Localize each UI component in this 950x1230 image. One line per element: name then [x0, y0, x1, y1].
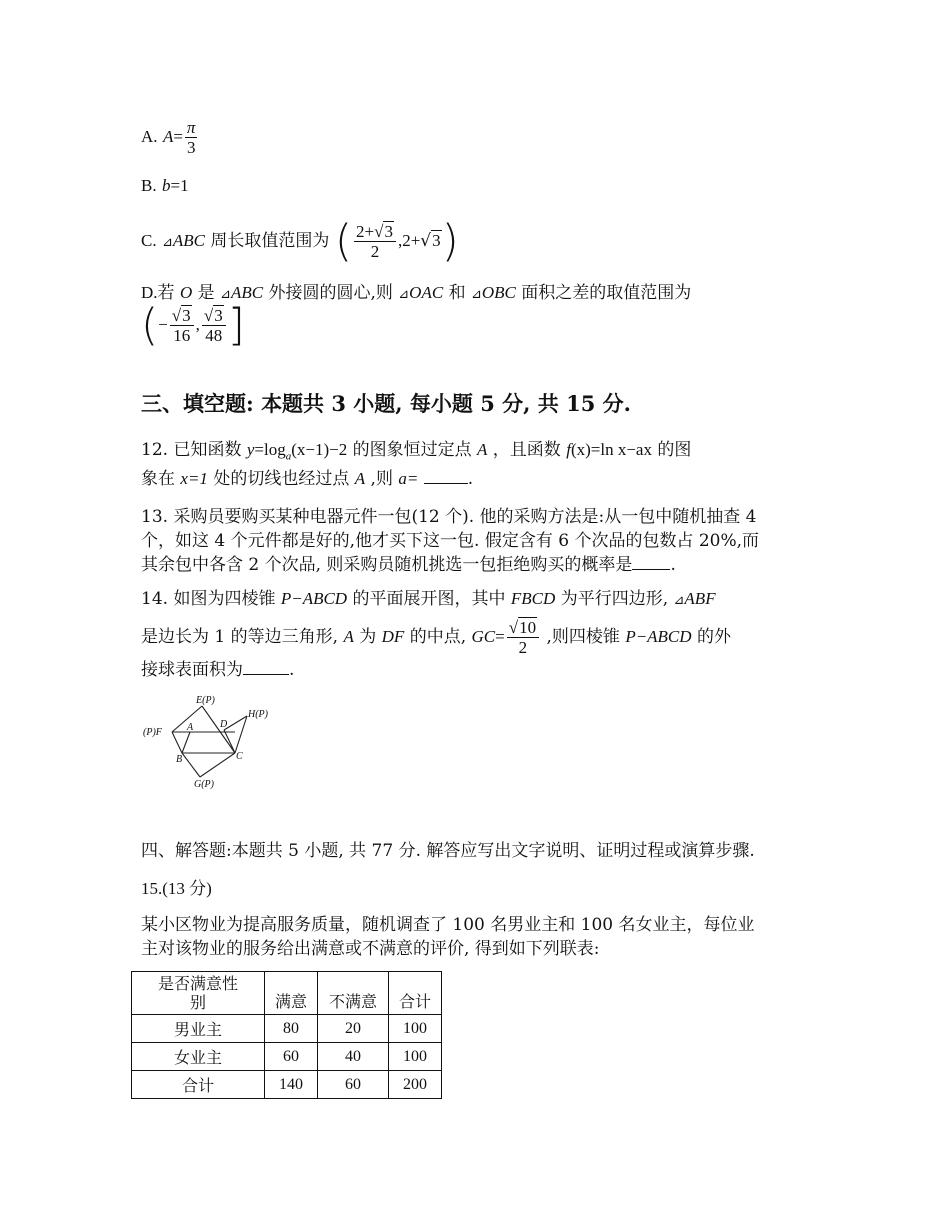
- q12-a: a=: [398, 469, 419, 488]
- option-a-lhs: A: [162, 127, 174, 146]
- table-row: [132, 1015, 442, 1043]
- option-a-fraction: [185, 118, 198, 157]
- q14-p6: 的中点,: [404, 627, 472, 647]
- section3-title: 三、填空题: 本题共 3 小题, 每小题 5 分, 共 15 分.: [141, 391, 631, 416]
- close-paren: ): [441, 215, 459, 267]
- option-c-label: C.: [141, 231, 157, 250]
- table-header-cell: 满意: [265, 972, 318, 1015]
- table-cell: 100: [389, 1043, 442, 1071]
- line-c-d: [224, 730, 235, 753]
- option-b: [141, 173, 809, 199]
- table-row: [132, 1043, 442, 1071]
- option-d-den-2: 48: [205, 326, 223, 345]
- line-f-b: [172, 732, 182, 753]
- table-cell: 40: [318, 1043, 389, 1071]
- option-d-num-1: √3: [170, 306, 194, 326]
- table-cell: 80: [265, 1015, 318, 1043]
- question-14: [141, 586, 809, 613]
- q14-fraction: [507, 618, 539, 657]
- q12-p4: 的图: [651, 440, 692, 460]
- option-d-fraction-2: [202, 306, 226, 345]
- option-c-abc: ABC: [172, 231, 206, 250]
- question-13-line2: [141, 528, 809, 554]
- q14-p4: 是边长为 1 的等边三角形,: [141, 627, 344, 647]
- table-header-cell: [132, 972, 265, 1015]
- q12-end: .: [467, 469, 474, 489]
- q14-eq: =: [495, 627, 505, 646]
- table-cell: 60: [318, 1071, 389, 1099]
- table-cell: 60: [265, 1043, 318, 1071]
- answer-blank[interactable]: [632, 553, 670, 570]
- option-c-den: 2: [370, 242, 380, 261]
- q12-y: y: [246, 440, 255, 459]
- option-d-abc: ABC: [230, 283, 264, 302]
- table-cell: 男业主: [132, 1015, 265, 1043]
- line-e-c: [202, 706, 235, 753]
- table-cell: 200: [389, 1071, 442, 1099]
- q13-l1: 13. 采购员要购买某种电器元件一包(12 个). 他的采购方法是:从一包中随机抽查 4: [141, 507, 757, 527]
- line-a-b: [182, 732, 190, 753]
- open-paren: (: [334, 215, 352, 267]
- q12-fx: (x)=ln x−ax: [570, 440, 652, 459]
- table-cell: 20: [318, 1015, 389, 1043]
- q14-df: DF: [381, 627, 405, 646]
- q12-eq: =log: [254, 440, 286, 459]
- triangle-icon: ⊿: [220, 286, 231, 301]
- triangle-icon: ⊿: [470, 286, 482, 301]
- q12-p3: ，且函数: [487, 440, 567, 460]
- header-line2: 别: [189, 993, 206, 1012]
- open-paren: (: [141, 299, 159, 351]
- question-13-line3: [141, 552, 809, 578]
- q12-sub: a: [285, 450, 292, 463]
- question-14-line2: [141, 618, 809, 657]
- label-c: C: [236, 751, 243, 762]
- header-line1: 是否满意性: [157, 974, 238, 993]
- table-cell: 100: [389, 1015, 442, 1043]
- q12-p2: 的图象恒过定点: [347, 440, 478, 460]
- question-15-line1: [141, 912, 809, 938]
- q12-p6: 处的切线也经过点: [207, 469, 355, 489]
- q14-p9: 接球表面积为: [141, 660, 243, 680]
- option-d-o: O: [179, 283, 193, 302]
- comma: ,: [195, 315, 200, 334]
- q13-l3: 其余包中各含 2 个次品, 则采购员随机挑选一包拒绝购买的概率是: [141, 555, 633, 575]
- table-header-cell: 不满意: [318, 972, 389, 1015]
- q15-l1: 某小区物业为提高服务质量，随机调查了 100 名男业主和 100 名女业主，每位业: [141, 915, 755, 935]
- option-a: [141, 118, 809, 157]
- option-b-label: B.: [141, 176, 157, 195]
- q12-point-a2: A: [354, 469, 366, 488]
- q13-l2: 个，如这 4 个元件都是好的,他才买下这一包. 假定含有 6 个次品的包数占 20%,而: [141, 531, 760, 551]
- table-cell: 女业主: [132, 1043, 265, 1071]
- q12-p1: 12. 已知函数: [141, 440, 247, 460]
- contingency-table: [131, 971, 442, 1099]
- q15-l2: 主对该物业的服务给出满意或不满意的评价, 得到如下列联表:: [141, 939, 600, 959]
- q14-pabcd2: P−ABCD: [625, 627, 692, 646]
- option-a-label: A.: [141, 127, 158, 146]
- q14-den: 2: [518, 638, 528, 657]
- question-15-head: [141, 876, 809, 902]
- option-d-obc: OBC: [481, 283, 516, 302]
- triangle-icon: ⊿: [673, 592, 685, 607]
- option-d-t4: 和: [443, 283, 471, 303]
- option-c-text: 周长取值范围为: [205, 231, 335, 251]
- q14-a: A: [343, 627, 354, 646]
- option-b-var: b: [162, 176, 171, 195]
- table-row: [132, 1071, 442, 1099]
- question-12: [141, 437, 809, 469]
- answer-blank[interactable]: [424, 467, 468, 484]
- label-e: E(P): [196, 695, 215, 706]
- q12-f: f: [566, 440, 571, 459]
- option-c-r2: 3: [432, 231, 441, 250]
- q14-end: .: [289, 660, 295, 680]
- label-f: (P)F: [143, 727, 162, 738]
- q14-fbcd: FBCD: [510, 589, 556, 608]
- q12-x1: x=1: [180, 469, 208, 488]
- option-d-range: [141, 299, 809, 351]
- table-header-cell: 合计: [389, 972, 442, 1015]
- question-14-line3: [141, 657, 809, 683]
- q12-point-a: A: [477, 440, 488, 459]
- q14-num: √10: [507, 618, 539, 638]
- option-c-n1: 2+: [356, 222, 375, 241]
- triangle-icon: ⊿: [162, 234, 173, 249]
- option-d-minus: −: [158, 315, 168, 334]
- option-c: C. ⊿ABC 周长取值范围为 ( $\frac{2+√3}{2}$ ,2+√3): [141, 215, 459, 267]
- option-d-t5: 面积之差的取值范围为: [515, 283, 692, 303]
- option-c-num: 2+√3: [354, 222, 396, 242]
- option-d-t2: 是: [192, 283, 221, 303]
- option-c-mid: ,2+: [397, 231, 421, 250]
- answer-blank[interactable]: [243, 658, 289, 675]
- q14-gc: GC: [471, 627, 496, 646]
- q12-p7: ,则: [365, 469, 399, 489]
- option-d-den-1: 16: [173, 326, 191, 345]
- option-a-eq: =: [173, 127, 183, 146]
- section4-text: 四、解答题:本题共 5 小题, 共 77 分. 解答应写出文字说明、证明过程或演算步骤.: [141, 841, 755, 861]
- label-a: A: [187, 722, 194, 733]
- option-d-r2: 3: [214, 306, 223, 325]
- option-a-num: π: [186, 118, 196, 137]
- line-b-g: [182, 753, 200, 777]
- label-h: H(P): [248, 709, 268, 720]
- table-header-row: [132, 972, 442, 1015]
- pyramid-net-figure: [140, 690, 290, 790]
- option-c-r1: 3: [384, 222, 393, 241]
- section4-title: [141, 838, 831, 864]
- option-d-fraction-1: [170, 306, 194, 345]
- q13-end: .: [670, 555, 676, 575]
- option-d-r1: 3: [182, 306, 191, 325]
- option-d-oac: OAC: [409, 283, 444, 302]
- q12-args: (x−1)−2: [291, 440, 348, 459]
- table-cell: 140: [265, 1071, 318, 1099]
- q14-p2: 的平面展开图，其中: [347, 589, 511, 609]
- q14-p1: 14. 如图为四棱锥: [141, 589, 281, 609]
- line-h-c: [235, 716, 247, 753]
- option-d-t1: 若: [157, 283, 180, 303]
- q14-num-radicand: 10: [519, 618, 537, 637]
- q14-p5: 为: [353, 627, 382, 647]
- label-d: D: [220, 719, 228, 730]
- q14-abf: ABF: [684, 589, 716, 608]
- option-d-t3: 外接圆的圆心,则: [263, 283, 399, 303]
- line-g-c: [200, 753, 235, 777]
- option-a-den: 3: [186, 138, 196, 157]
- question-12-line2: [141, 466, 809, 492]
- option-b-eq: =1: [170, 176, 189, 195]
- question-15-line2: [141, 936, 809, 962]
- close-bracket: ]: [227, 299, 245, 351]
- q14-p8: 的外: [691, 627, 731, 647]
- triangle-icon: ⊿: [398, 286, 410, 301]
- q12-p5: 象在: [141, 469, 181, 489]
- option-d-label: D.: [141, 283, 158, 302]
- label-b: B: [176, 754, 183, 765]
- question-13-line1: [141, 504, 809, 530]
- option-c-fraction: [354, 222, 396, 261]
- q15-head: 15.(13 分): [141, 879, 212, 898]
- label-g: G(P): [194, 779, 214, 790]
- table-cell: 合计: [132, 1071, 265, 1099]
- q14-p3: 为平行四边形,: [555, 589, 674, 609]
- q14-p7: ,则四棱锥: [541, 627, 626, 647]
- option-d-num-2: √3: [202, 306, 226, 326]
- q14-pabcd: P−ABCD: [280, 589, 348, 608]
